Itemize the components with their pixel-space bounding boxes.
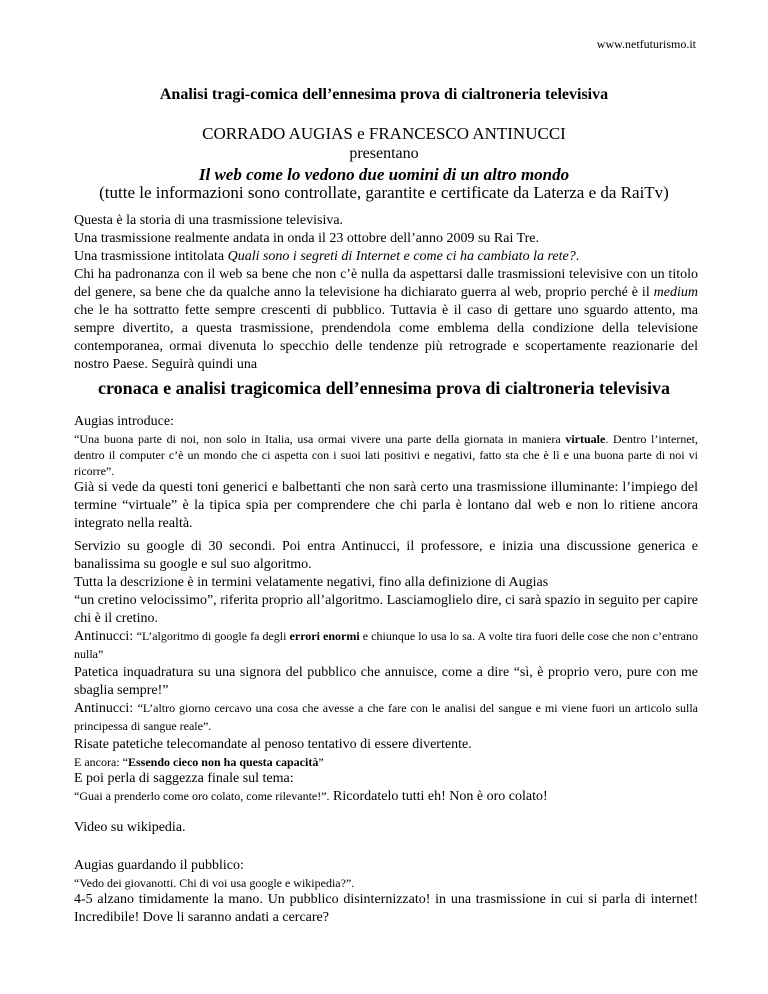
intro-line-4 (74, 266, 698, 374)
description-line: Tutta la descrizione è in termini velatamente negativi, fino alla definizione di Augias (74, 575, 549, 590)
virtual-word: virtuale (565, 432, 606, 446)
text: Antinucci: (74, 629, 137, 644)
antinucci-quote-2 (74, 700, 698, 736)
text: che le ha sottratto fette sempre crescenti di pubblico. Tuttavia è il caso di gettare uno sguardo attento, ma sempre divertito, a questa trasmissione, prendendola come emblema della condizione della televisione contemporanea, ormai divenuta lo specchio delle tendenze più retrograde e scopertamente reazionarie del nostro Paese. Seguirà quindi una (74, 303, 698, 372)
section-2 (74, 538, 698, 806)
quote (74, 629, 698, 661)
laughter-line: Risate patetiche telecomandate al penoso tentativo di essere divertente. (74, 737, 472, 752)
quote: “Guai a prenderlo come oro colato, come rilevante!”. (74, 789, 330, 803)
text: Ricordatelo tutti eh! Non è oro colato! (329, 789, 548, 804)
google-segment: Servizio su google di 30 secondi. Poi entra Antinucci, il professore, e inizia una discussione generica e banalissima su google e sul suo algoritmo. (74, 539, 698, 572)
augias-question: “Vedo dei giovanotti. Chi di voi usa google e wikipedia?”. (74, 876, 355, 890)
augias-looking: Augias guardando il pubblico: (74, 858, 244, 873)
text: . Dentro l’internet, dentro il computer c’è un mondo che ci aspetta con i suoi lati positivi e negativi, fatto sta che è lì e una buona parte di noi vi ricorre”. (74, 432, 698, 478)
broadcast-title: Quali sono i segreti di Internet e come ci ha cambiato la rete? (227, 249, 576, 264)
intro-paragraph (74, 212, 698, 374)
text: e chiunque lo usa lo sa. A volte tira fuori delle cose che non c’entrano nulla” (74, 629, 698, 661)
video-line: Video su wikipedia. (74, 820, 186, 835)
certification-note: (tutte le informazioni sono controllate, garantite e certificate da Laterza e da RaiTv) (99, 183, 669, 202)
audience-shot: Patetica inquadratura su una signora del pubblico che annuisce, come a dire “sì, è proprio vero, pure con me sbaglia sempre!” (74, 665, 698, 698)
antinucci-quote-1 (74, 628, 698, 664)
blind-quote (74, 754, 698, 770)
bold-text: Essendo cieco non ha questa capacità (127, 755, 319, 769)
intro-line-1: Questa è la storia di una trasmissione televisiva. (74, 213, 344, 228)
comment-1: Già si vede da questi toni generici e balbettanti che non sarà certo una trasmissione illuminante: l’impiego del termine “virtuale” è la tipica spia per comprendere che chi parla è lontano dal web e non lo ritiene ancora integrato nella realtà. (74, 480, 698, 531)
text: Chi ha padronanza con il web sa bene che non c’è nulla da aspettarsi dalle trasmissioni televisive con un titolo del genere, sa bene che da qualche anno la televisione ha dichiarato guerra al web, proprio perché è il (74, 267, 698, 300)
medium-word: medium (653, 285, 698, 300)
text: Antinucci: (74, 701, 138, 716)
cretino-line: “un cretino velocissimo”, riferita proprio all’algoritmo. Lasciamoglielo dire, ci sarà spazio in seguito per capire chi è il cretino. (74, 593, 698, 626)
section-1 (74, 413, 698, 533)
oro-colato-line (74, 788, 698, 806)
text: Una trasmissione intitolata (74, 249, 228, 264)
presents-line: presentano (349, 145, 419, 162)
bold-text: errori enormi (289, 629, 360, 643)
authors: CORRADO AUGIAS e FRANCESCO ANTINUCCI (202, 124, 566, 143)
augias-quote (74, 431, 698, 479)
intro-line-2: Una trasmissione realmente andata in onda il 23 ottobre dell’anno 2009 su Rai Tre. (74, 231, 540, 246)
subtitle: Il web come lo vedono due uomini di un altro mondo (198, 165, 570, 184)
section-heading: cronaca e analisi tragicomica dell’ennesima prova di cialtroneria televisiva (98, 378, 670, 398)
text: “L’algoritmo di google fa degli (136, 629, 290, 643)
video-wikipedia (74, 819, 698, 837)
text: ” (318, 755, 324, 769)
wisdom-line: E poi perla di saggezza finale sul tema: (74, 771, 294, 786)
page-title: Analisi tragi-comica dell’ennesima prova di cialtroneria televisiva (159, 86, 609, 103)
quote: “L’altro giorno cercavo una cosa che avesse a che fare con le analisi del sangue e mi viene fuori un articolo sulla principessa di sangue reale”. (74, 701, 698, 733)
section-3 (74, 857, 698, 927)
site-url: www.netfuturismo.it (596, 37, 696, 51)
text: . (575, 249, 580, 264)
audience-response: 4-5 alzano timidamente la mano. Un pubblico disinternizzato! in una trasmissione in cui si parla di internet! Incredibile! Dove li saranno andati a cercare? (74, 892, 698, 925)
text: “Una buona parte di noi, non solo in Italia, usa ormai vivere una parte della giornata in maniera (74, 432, 566, 446)
intro-line-3 (74, 248, 698, 266)
text: E ancora: “ (74, 755, 128, 769)
augias-intro: Augias introduce: (74, 414, 174, 429)
